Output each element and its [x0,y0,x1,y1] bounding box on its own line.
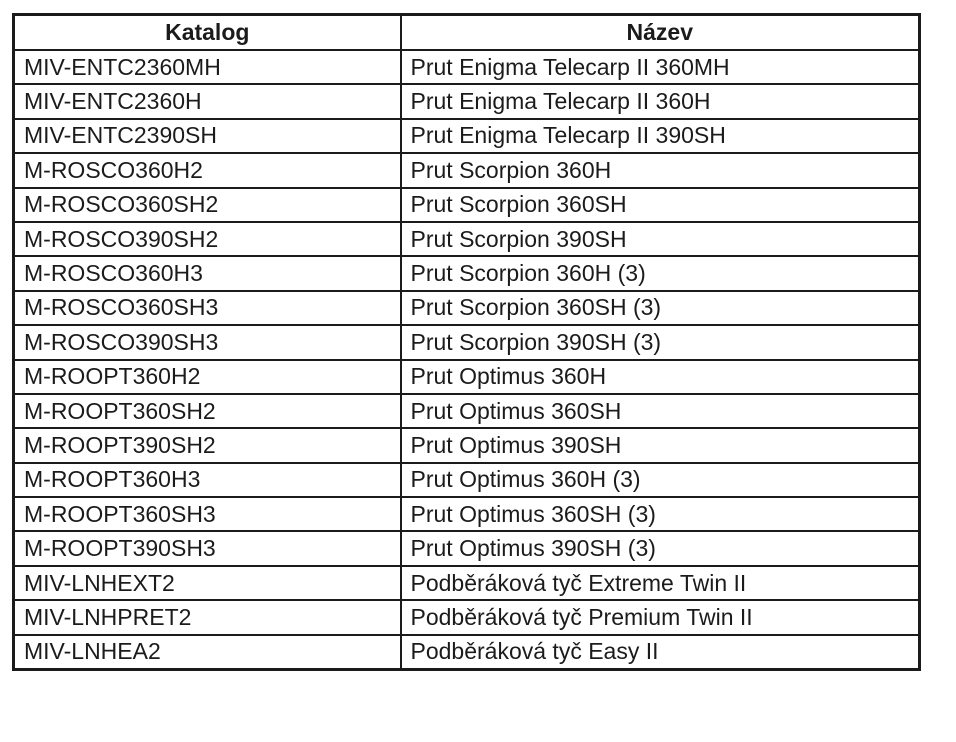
nazev-cell: Podběráková tyč Easy II [401,635,920,670]
katalog-cell: MIV-LNHEXT2 [14,566,401,600]
katalog-cell: M-ROOPT390SH2 [14,428,401,462]
katalog-cell: M-ROSCO390SH2 [14,222,401,256]
table-row [14,566,920,600]
table-row [14,222,920,256]
table-row [14,497,920,531]
nazev-cell: Prut Enigma Telecarp II 360MH [401,50,920,84]
nazev-cell: Prut Scorpion 360SH (3) [401,291,920,325]
column-header-nazev: Název [401,15,920,51]
nazev-cell: Prut Scorpion 360H [401,153,920,187]
table-row [14,531,920,565]
table-row [14,428,920,462]
nazev-cell: Prut Scorpion 390SH [401,222,920,256]
katalog-cell: M-ROOPT360SH2 [14,394,401,428]
table-row [14,600,920,634]
nazev-cell: Podběráková tyč Premium Twin II [401,600,920,634]
katalog-cell: M-ROSCO360H3 [14,256,401,290]
katalog-cell: MIV-ENTC2390SH [14,119,401,153]
katalog-cell: MIV-LNHPRET2 [14,600,401,634]
katalog-cell: MIV-LNHEA2 [14,635,401,670]
table-row [14,256,920,290]
katalog-cell: MIV-ENTC2360H [14,84,401,118]
nazev-cell: Podběráková tyč Extreme Twin II [401,566,920,600]
katalog-cell: M-ROSCO390SH3 [14,325,401,359]
table-row [14,463,920,497]
table-row [14,153,920,187]
nazev-cell: Prut Optimus 360H [401,360,920,394]
table-row [14,394,920,428]
nazev-cell: Prut Scorpion 360SH [401,188,920,222]
table-row [14,291,920,325]
katalog-cell: M-ROSCO360SH3 [14,291,401,325]
table-row [14,50,920,84]
nazev-cell: Prut Optimus 360H (3) [401,463,920,497]
table-row [14,119,920,153]
catalog-table [12,13,921,671]
katalog-cell: M-ROOPT360H3 [14,463,401,497]
katalog-cell: M-ROSCO360H2 [14,153,401,187]
katalog-cell: M-ROOPT360H2 [14,360,401,394]
katalog-cell: M-ROSCO360SH2 [14,188,401,222]
nazev-cell: Prut Scorpion 360H (3) [401,256,920,290]
nazev-cell: Prut Optimus 360SH [401,394,920,428]
katalog-cell: M-ROOPT390SH3 [14,531,401,565]
nazev-cell: Prut Scorpion 390SH (3) [401,325,920,359]
column-header-katalog: Katalog [14,15,401,51]
table-row [14,635,920,670]
nazev-cell: Prut Enigma Telecarp II 390SH [401,119,920,153]
katalog-cell: MIV-ENTC2360MH [14,50,401,84]
nazev-cell: Prut Optimus 390SH [401,428,920,462]
table-row [14,84,920,118]
nazev-cell: Prut Optimus 360SH (3) [401,497,920,531]
table-header-row [14,15,920,51]
table-row [14,360,920,394]
nazev-cell: Prut Enigma Telecarp II 360H [401,84,920,118]
katalog-cell: M-ROOPT360SH3 [14,497,401,531]
table-body [14,50,920,670]
nazev-cell: Prut Optimus 390SH (3) [401,531,920,565]
table-row [14,325,920,359]
table-row [14,188,920,222]
